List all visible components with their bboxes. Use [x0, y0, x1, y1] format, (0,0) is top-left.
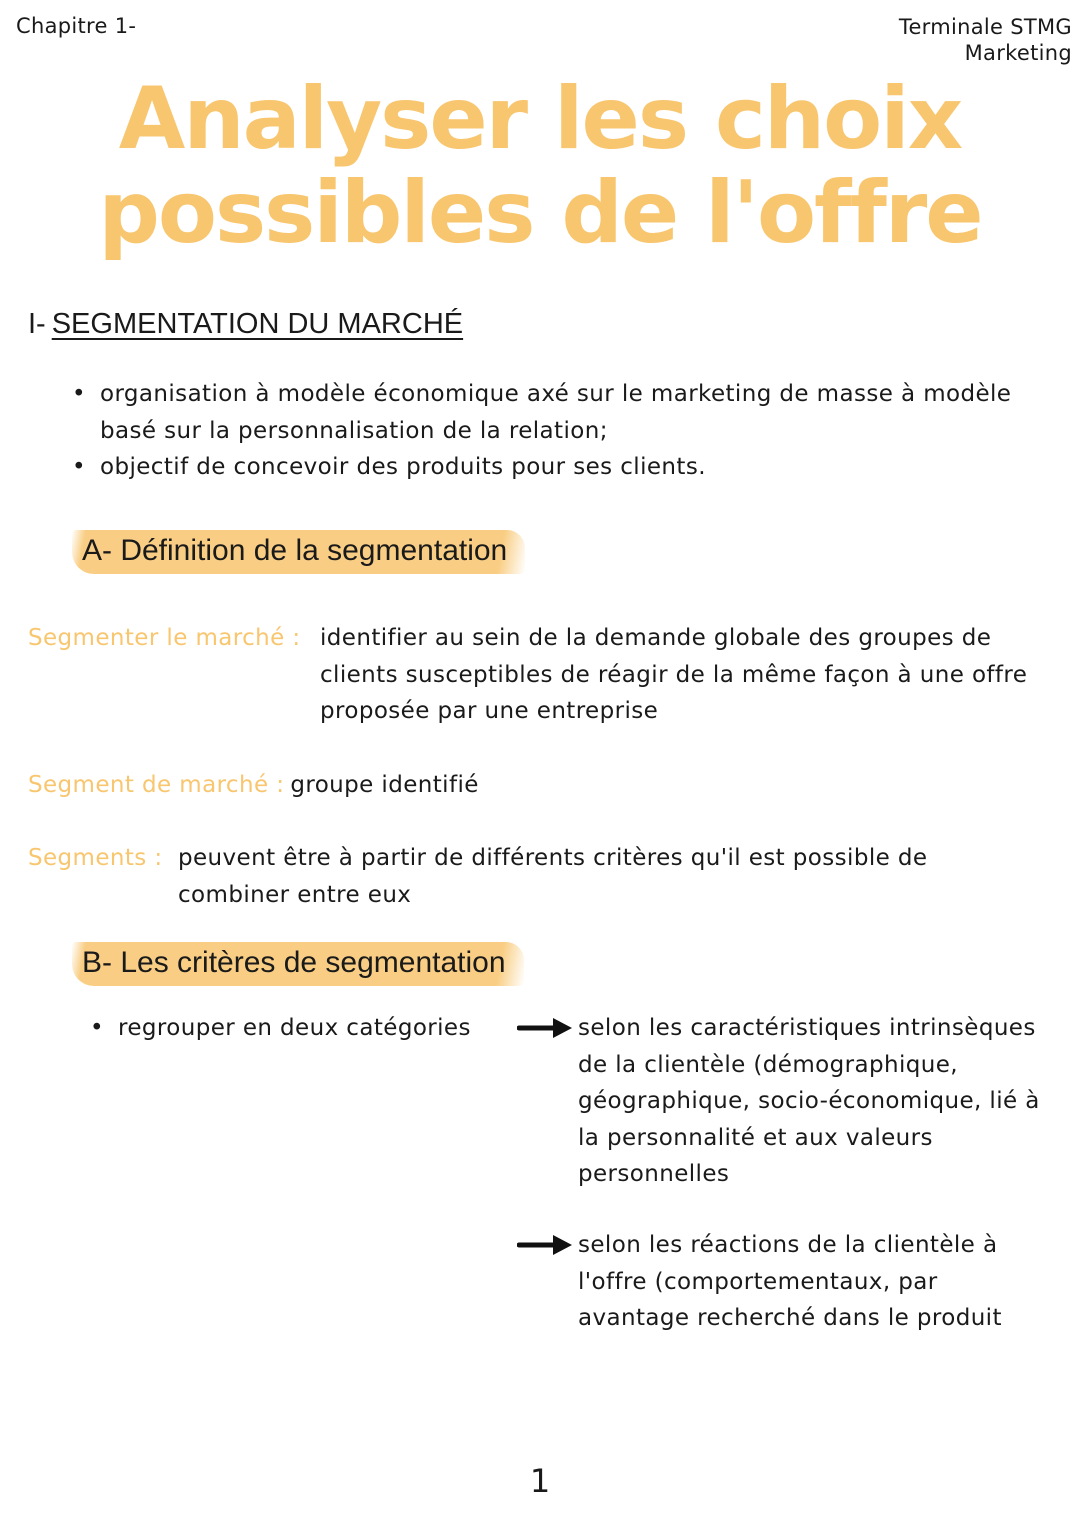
definition-segments — [28, 840, 1058, 913]
course-info — [899, 14, 1072, 66]
page-number: 1 — [529, 1462, 551, 1500]
section-1-title: SEGMENTATION DU MARCHÉ — [51, 308, 464, 340]
definition-term: Segmenter le marché : — [28, 625, 301, 651]
definition-segmenter — [28, 620, 1058, 730]
section-1-heading — [28, 308, 463, 341]
chapter-label: Chapitre 1- — [16, 14, 137, 38]
subsection-b-heading: B- Les critères de segmentation — [72, 942, 524, 986]
intro-bullet-1: • organisation à modèle économique axé sur le marketing de masse à modèle basé sur la personnalisation de la relation; — [72, 376, 1032, 449]
arrow-right-icon — [517, 1233, 573, 1257]
definition-term: Segment de marché : — [28, 772, 285, 798]
definition-term: Segments : — [28, 845, 163, 871]
subject-label: Marketing — [964, 41, 1072, 65]
title-line-1: Analyser les choix — [118, 69, 962, 169]
definition-text: groupe identifié — [290, 772, 479, 798]
definition-segment — [28, 767, 1058, 804]
page-title — [0, 69, 1080, 263]
title-line-2: possibles de l'offre — [98, 163, 982, 263]
criteria-category-2: selon les réactions de la clientèle à l'offre (comportementaux, par avantage recherché dans le produit — [578, 1232, 1002, 1331]
definition-text: peuvent être à partir de différents critères qu'il est possible de combiner entre eux — [178, 845, 928, 908]
arrow-right-icon — [517, 1016, 573, 1040]
level-label: Terminale STMG — [898, 15, 1072, 39]
section-1-number: I- — [28, 308, 46, 340]
intro-bullet-2: • objectif de concevoir des produits pour ses clients. — [72, 449, 1032, 486]
subsection-a-heading: A- Définition de la segmentation — [72, 530, 525, 574]
intro-bullet-list — [72, 376, 1032, 486]
definition-text: identifier au sein de la demande globale des groupes de clients susceptibles de réagir de la même façon à une offre proposée par une entreprise — [320, 625, 1028, 724]
criteria-bullet-list — [90, 1010, 471, 1047]
criteria-category-1: selon les caractéristiques intrinsèques de la clientèle (démographique, géographique, socio-économique, lié à la personnalité et aux valeurs personnelles — [578, 1015, 1040, 1187]
criteria-bullet: • regrouper en deux catégories — [90, 1010, 471, 1047]
